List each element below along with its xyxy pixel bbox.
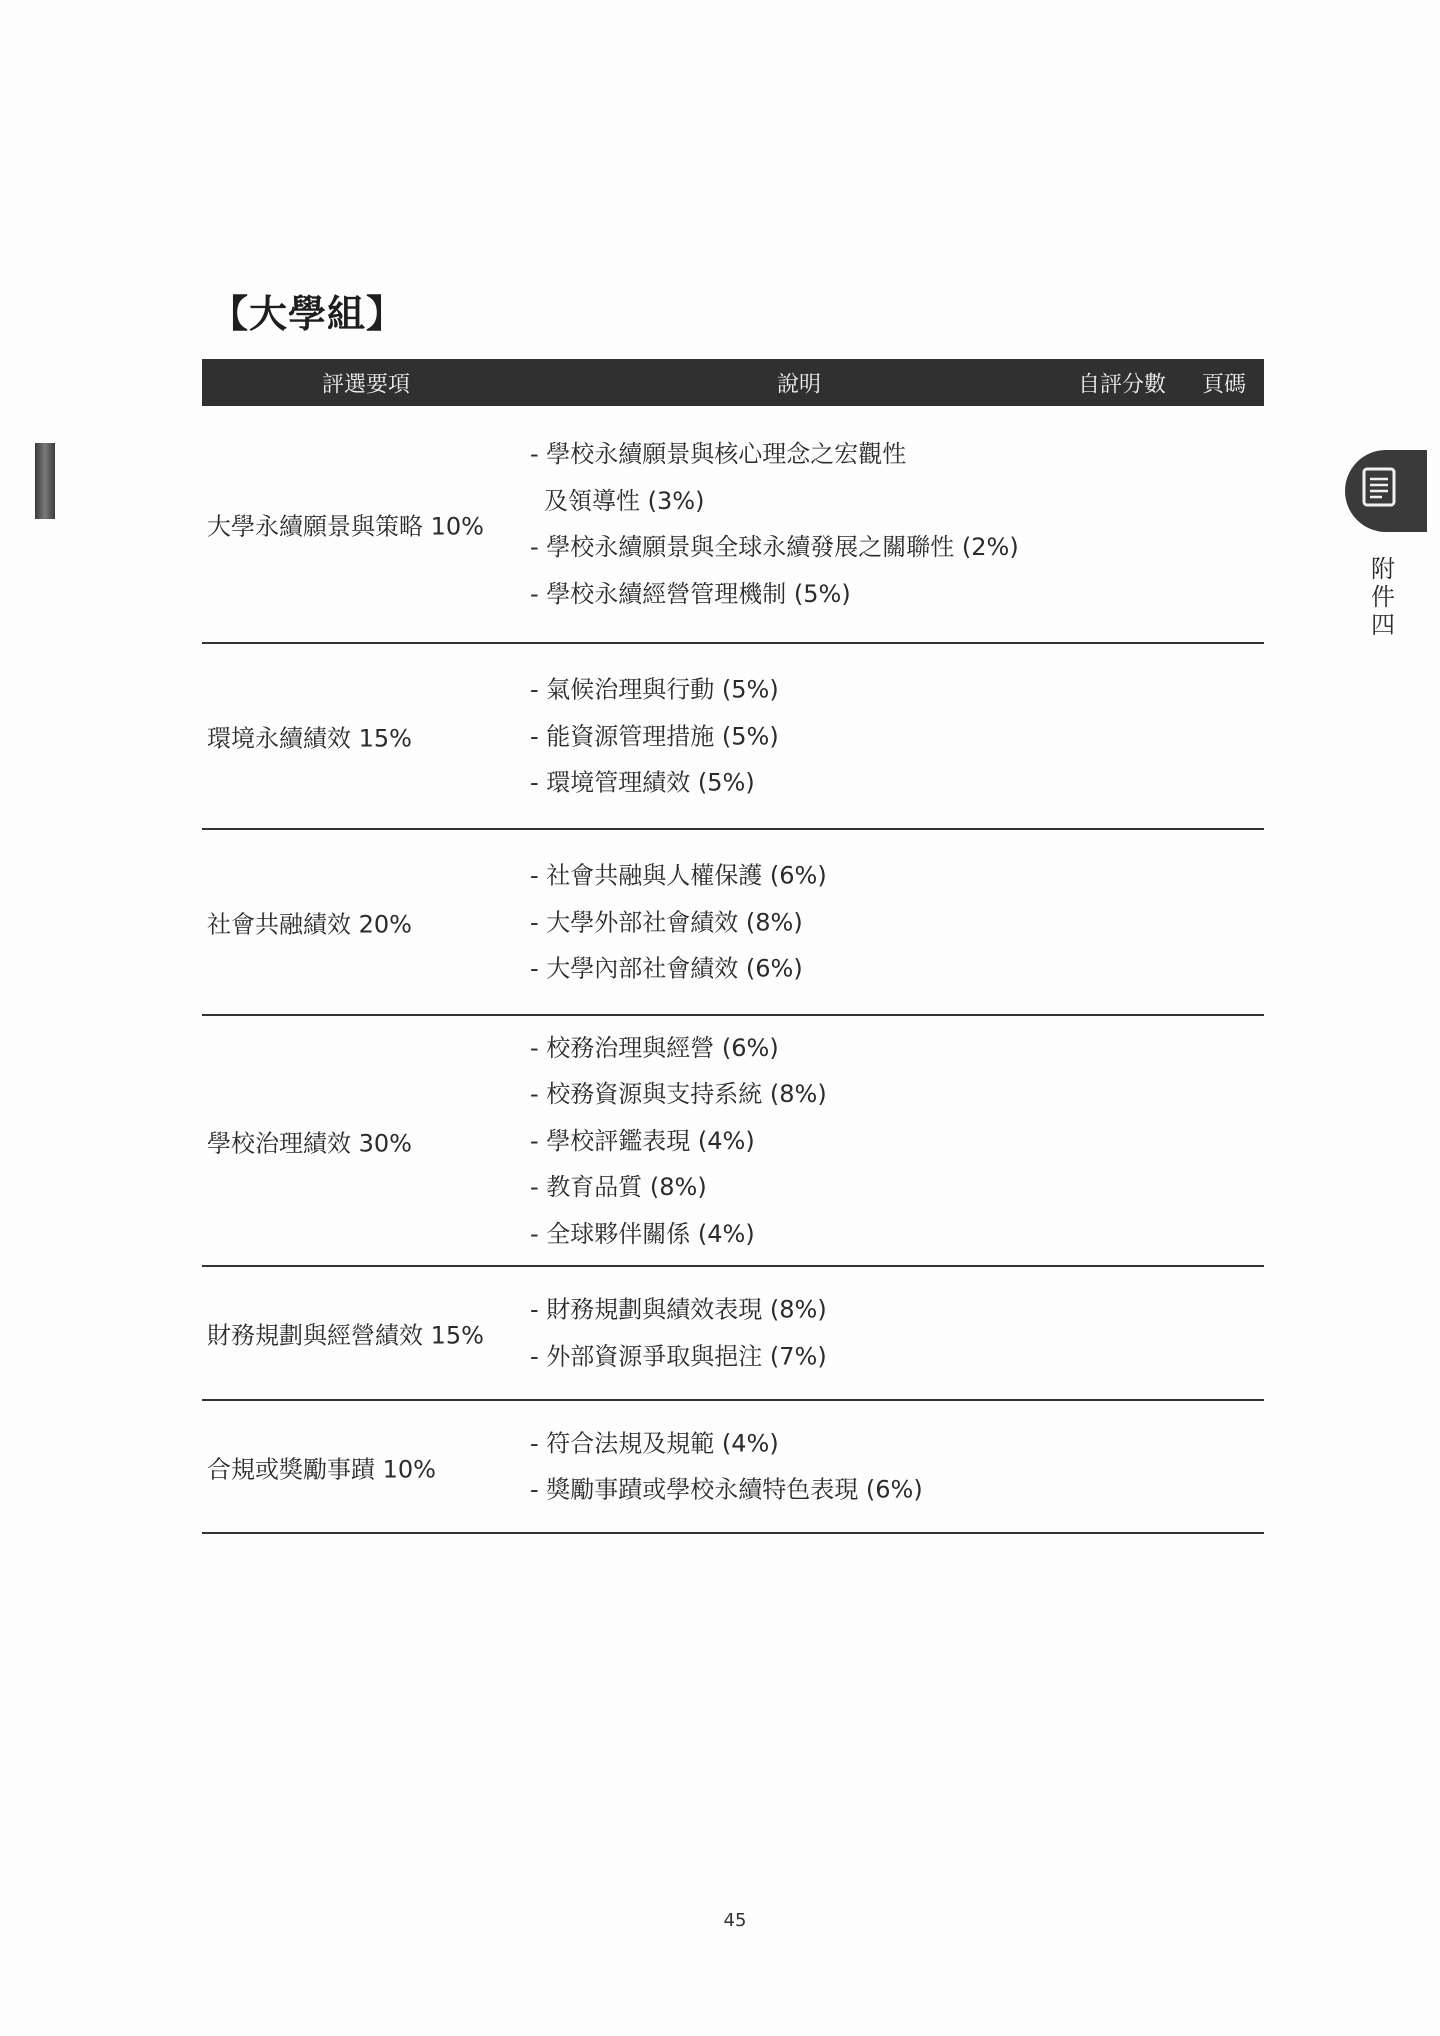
table-row [202, 1016, 1264, 1267]
row-label: 合規或獎勵事蹟 10% [207, 1455, 436, 1483]
description-item: - 學校永續願景與全球永續發展之關聯性 (2%) [530, 533, 1019, 561]
table-row [202, 1401, 1264, 1534]
header-item: 評選要項 [322, 372, 411, 397]
row-description [530, 666, 779, 806]
scan-edge-strip [35, 443, 55, 519]
description-item: 及領導性 (3%) [544, 486, 705, 515]
appendix-tab [1345, 450, 1427, 532]
description-item: - 環境管理績效 (5%) [530, 768, 755, 797]
description-item: - 獎勵事蹟或學校永續特色表現 (6%) [530, 1475, 923, 1504]
row-label: 社會共融績效 20% [207, 910, 412, 939]
appendix-label-char: 件 [1371, 583, 1395, 611]
row-label: 環境永續績效 15% [207, 724, 412, 753]
header-self-score: 自評分數 [1078, 372, 1167, 397]
row-description [530, 852, 827, 992]
description-item: - 學校永續願景與核心理念之宏觀性 [530, 440, 907, 468]
row-description [530, 1420, 923, 1513]
table-row [202, 830, 1264, 1016]
description-item: - 校務治理與經營 (6%) [530, 1033, 779, 1062]
row-label: 財務規劃與經營績效 15% [207, 1321, 484, 1350]
page-number: 45 [723, 1910, 747, 1931]
header-page: 頁碼 [1202, 372, 1247, 397]
description-item: - 學校評鑑表現 (4%) [530, 1126, 755, 1155]
description-item: - 能資源管理措施 (5%) [530, 721, 779, 750]
table-header [202, 359, 1264, 406]
description-item: - 大學外部社會績效 (8%) [530, 907, 803, 936]
table-row [202, 644, 1264, 830]
row-description [530, 1287, 827, 1380]
row-label: 學校治理績效 30% [207, 1129, 412, 1157]
row-description [530, 1024, 827, 1257]
appendix-label-char: 四 [1371, 611, 1395, 639]
table-row [202, 406, 1264, 644]
description-item: - 財務規劃與績效表現 (8%) [530, 1295, 827, 1324]
row-description [530, 431, 1019, 617]
table-row [202, 1267, 1264, 1401]
description-item: - 氣候治理與行動 (5%) [530, 675, 779, 704]
description-item: - 教育品質 (8%) [530, 1172, 707, 1201]
appendix-label [1368, 555, 1398, 639]
description-item: - 大學內部社會績效 (6%) [530, 954, 803, 983]
document-icon [1360, 465, 1400, 509]
description-item: - 學校永續經營管理機制 (5%) [530, 579, 851, 608]
description-item: - 社會共融與人權保護 (6%) [530, 861, 827, 890]
description-item: - 外部資源爭取與挹注 (7%) [530, 1342, 827, 1370]
evaluation-table [202, 359, 1264, 1534]
header-description: 說明 [777, 372, 822, 397]
description-item: - 校務資源與支持系統 (8%) [530, 1079, 827, 1108]
row-label: 大學永續願景與策略 10% [207, 512, 484, 541]
appendix-label-char: 附 [1371, 555, 1395, 583]
description-item: - 全球夥伴關係 (4%) [530, 1219, 755, 1248]
description-item: - 符合法規及規範 (4%) [530, 1429, 779, 1457]
section-title: 【大學組】 [210, 292, 406, 336]
